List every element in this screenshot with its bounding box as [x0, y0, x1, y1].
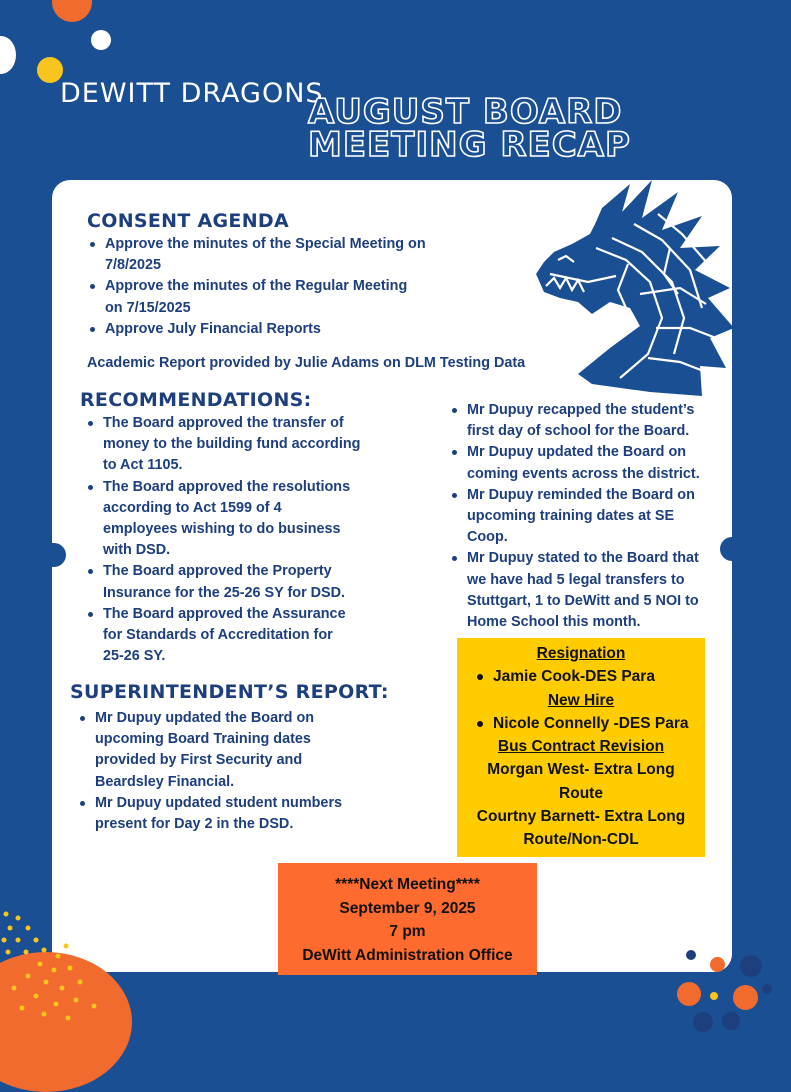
title-line-2: MEETING RECAP: [308, 125, 631, 165]
bus-line: Morgan West- Extra Long: [487, 761, 675, 779]
title-line-1: AUGUST BOARD: [308, 92, 623, 132]
resignation-item: Jamie Cook-DES Para: [457, 665, 705, 688]
next-meeting-title: ****Next Meeting****: [335, 876, 480, 893]
list-item: Approve July Financial Reports: [88, 319, 468, 340]
next-meeting-time: 7 pm: [389, 923, 426, 940]
dragon-icon: [530, 178, 735, 398]
new-hire-heading: New Hire: [547, 691, 615, 709]
list-item: Mr Dupuy updated student numbers present for Day 2 in the DSD.: [78, 793, 378, 835]
decor-dot: [710, 957, 725, 972]
decor-dot: [710, 992, 718, 1000]
list-item: Mr Dupuy stated to the Board that we have had 5 legal transfers to Stuttgart, 1 to DeWitt and 5 NOI to Home School this month.: [450, 548, 730, 633]
card-notch: [40, 543, 66, 567]
list-item: Mr Dupuy reminded the Board on upcoming training dates at SE Coop.: [450, 485, 730, 549]
bus-line: Route/Non-CDL: [523, 831, 639, 849]
decor-dot: [740, 955, 762, 977]
personnel-box: [457, 638, 705, 857]
decor-dot: [0, 36, 16, 74]
list-item: The Board approved the Property Insurance for the 25-26 SY for DSD.: [86, 561, 386, 603]
page-title: [308, 92, 668, 165]
decor-dot: [762, 984, 772, 994]
org-name: DEWITT DRAGONS: [60, 78, 324, 109]
decor-dot-pattern: [0, 908, 120, 1024]
bus-line: Courtny Barnett- Extra Long: [476, 808, 686, 826]
decor-dot: [677, 982, 701, 1006]
consent-agenda-list: [88, 234, 468, 340]
consent-agenda-title: CONSENT AGENDA: [87, 210, 289, 232]
list-item: Approve the minutes of the Regular Meeting on 7/15/2025: [88, 276, 468, 318]
list-item: The Board approved the Assurance for Standards of Accreditation for 25-26 SY.: [86, 604, 386, 668]
decor-dot: [52, 0, 92, 22]
resignation-heading: Resignation: [536, 645, 626, 662]
next-meeting-date: September 9, 2025: [339, 899, 476, 917]
decor-dot: [733, 985, 758, 1010]
list-item: Mr Dupuy recapped the student’s first day of school for the Board.: [450, 400, 730, 442]
decor-dot: [693, 1012, 713, 1032]
list-item: Mr Dupuy updated the Board on coming events across the district.: [450, 442, 730, 484]
decor-dot: [686, 950, 696, 960]
new-hire-item: Nicole Connelly -DES Para: [457, 712, 705, 735]
list-item: Mr Dupuy updated the Board on upcoming Board Training dates provided by First Security and Beardsley Financial.: [78, 708, 378, 793]
bus-line: Route: [559, 784, 603, 802]
bus-contract-heading: Bus Contract Revision: [497, 738, 665, 756]
superintendent-report-list: [78, 708, 378, 835]
list-item: Approve the minutes of the Special Meeting on 7/8/2025: [88, 234, 468, 276]
decor-dot: [91, 30, 111, 50]
recommendations-title: RECOMMENDATIONS:: [80, 389, 312, 411]
dupuy-updates-list: [450, 400, 730, 633]
next-meeting-location: DeWitt Administration Office: [302, 946, 513, 964]
list-item: The Board approved the transfer of money to the building fund according to Act 1105.: [86, 413, 386, 477]
list-item: The Board approved the resolutions according to Act 1599 of 4 employees wishing to do business with DSD.: [86, 477, 386, 562]
superintendent-report-title: SUPERINTENDENT’S REPORT:: [70, 681, 389, 703]
next-meeting-box: [278, 863, 537, 975]
decor-dot: [722, 1012, 740, 1030]
academic-report-note: Academic Report provided by Julie Adams on DLM Testing Data: [87, 355, 526, 371]
recommendations-list: [86, 413, 386, 667]
